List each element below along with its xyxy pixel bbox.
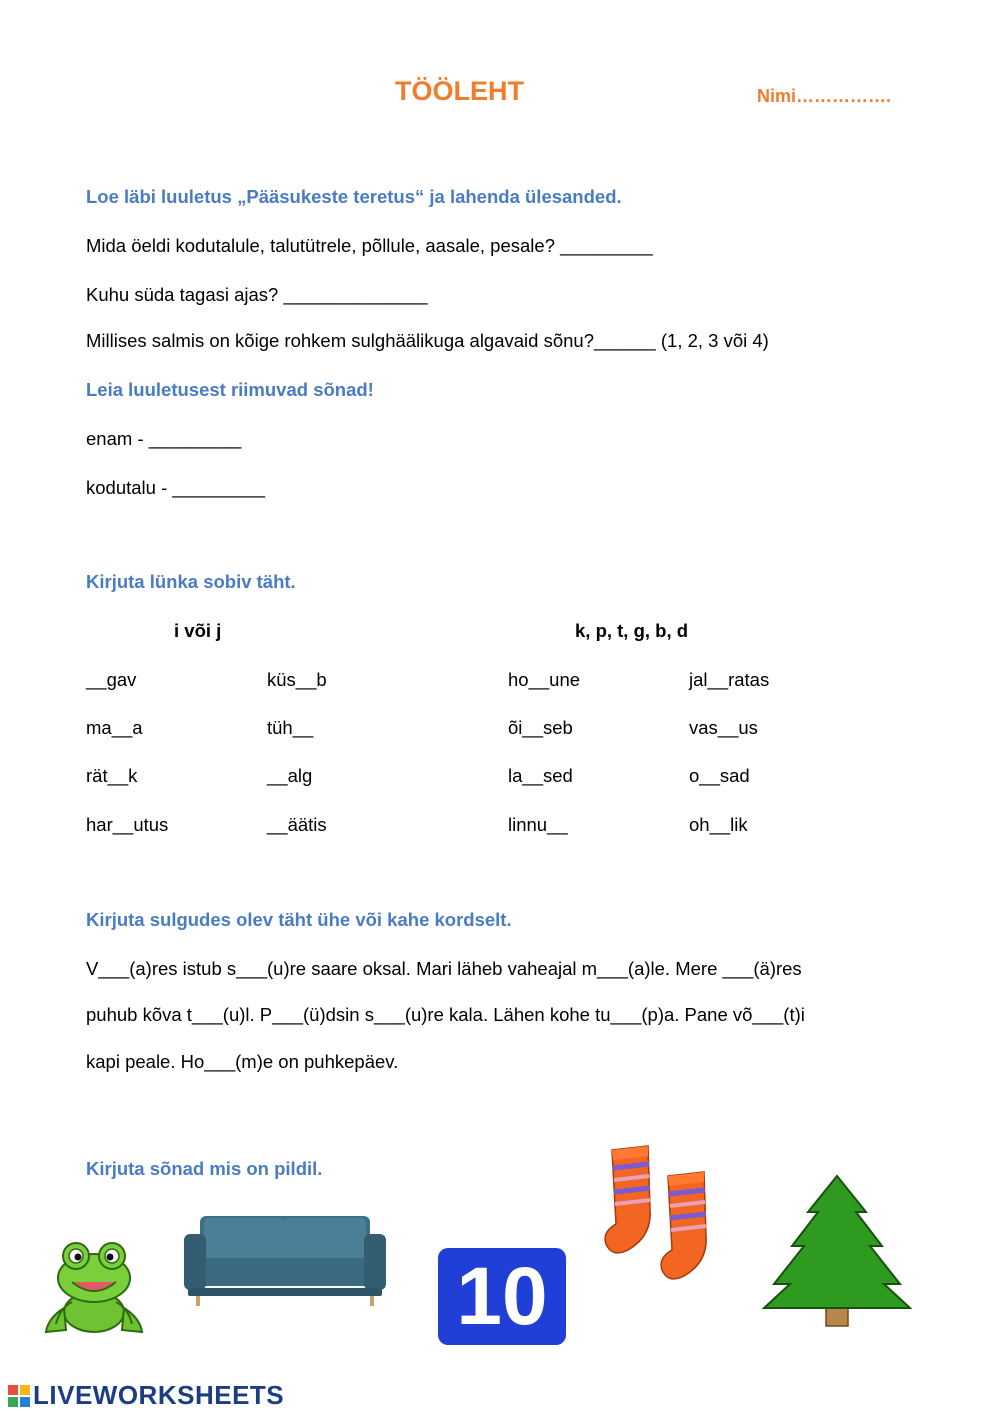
liveworksheets-brand-text: LIVEWORKSHEETS <box>33 1380 285 1410</box>
word-gap: tüh__ <box>267 717 314 738</box>
number-ten-icon <box>438 1248 566 1345</box>
number-ten-text: 10 <box>456 1250 548 1342</box>
liveworksheets-logo <box>8 1380 284 1411</box>
section-heading-letters: Kirjuta lünka sobiv täht. <box>86 571 296 592</box>
word-gap: __gav <box>86 669 137 690</box>
word-gap: ma__a <box>86 717 143 738</box>
name-field-label: Nimi……………. <box>757 86 892 106</box>
frog-icon <box>42 1238 146 1338</box>
section-heading-rhymes: Leia luuletusest riimuvad sõnad! <box>86 379 374 400</box>
socks-icon <box>598 1140 738 1300</box>
sofa-icon <box>180 1210 390 1310</box>
question-2: Kuhu süda tagasi ajas? ______________ <box>86 284 428 305</box>
word-gap: vas__us <box>689 717 758 738</box>
paragraph-line-1: V___(a)res istub s___(u)re saare oksal. Mari läheb vaheajal m___(a)le. Mere ___(ä)res <box>86 958 802 979</box>
column-heading-consonants: k, p, t, g, b, d <box>575 620 689 641</box>
word-gap: __äätis <box>267 814 327 835</box>
page-title: TÖÖLEHT <box>395 76 524 106</box>
liveworksheets-logo-icon <box>8 1385 30 1407</box>
word-gap: oh__lik <box>689 814 748 835</box>
question-3: Millises salmis on kõige rohkem sulghäälikuga algavaid sõnu?______ (1, 2, 3 või 4) <box>86 330 769 351</box>
word-gap: la__sed <box>508 765 573 786</box>
section-heading-pictures: Kirjuta sõnad mis on pildil. <box>86 1158 323 1179</box>
word-gap: jal__ratas <box>689 669 770 690</box>
word-gap: o__sad <box>689 765 750 786</box>
section-heading-double-letters: Kirjuta sulgudes olev täht ühe või kahe kordselt. <box>86 909 512 930</box>
word-gap: linnu__ <box>508 814 568 835</box>
section-heading-poem: Loe läbi luuletus „Pääsukeste teretus“ ja lahenda ülesanded. <box>86 186 622 207</box>
word-gap: õi__seb <box>508 717 573 738</box>
rhyme-line-2: kodutalu - _________ <box>86 477 265 498</box>
word-gap: küs__b <box>267 669 327 690</box>
word-gap: ho__une <box>508 669 581 690</box>
word-gap: har__utus <box>86 814 169 835</box>
question-1: Mida öeldi kodutalule, talutütrele, põllule, aasale, pesale? _________ <box>86 235 653 256</box>
paragraph-line-3: kapi peale. Ho___(m)e on puhkepäev. <box>86 1051 399 1072</box>
word-gap: __alg <box>267 765 313 786</box>
spruce-tree-icon <box>762 1172 912 1334</box>
column-heading-i-or-j: i või j <box>174 620 222 641</box>
paragraph-line-2: puhub kõva t___(u)l. P___(ü)dsin s___(u)re kala. Lähen kohe tu___(p)a. Pane võ___(t)i <box>86 1004 805 1025</box>
rhyme-line-1: enam - _________ <box>86 428 242 449</box>
word-gap: rät__k <box>86 765 138 786</box>
